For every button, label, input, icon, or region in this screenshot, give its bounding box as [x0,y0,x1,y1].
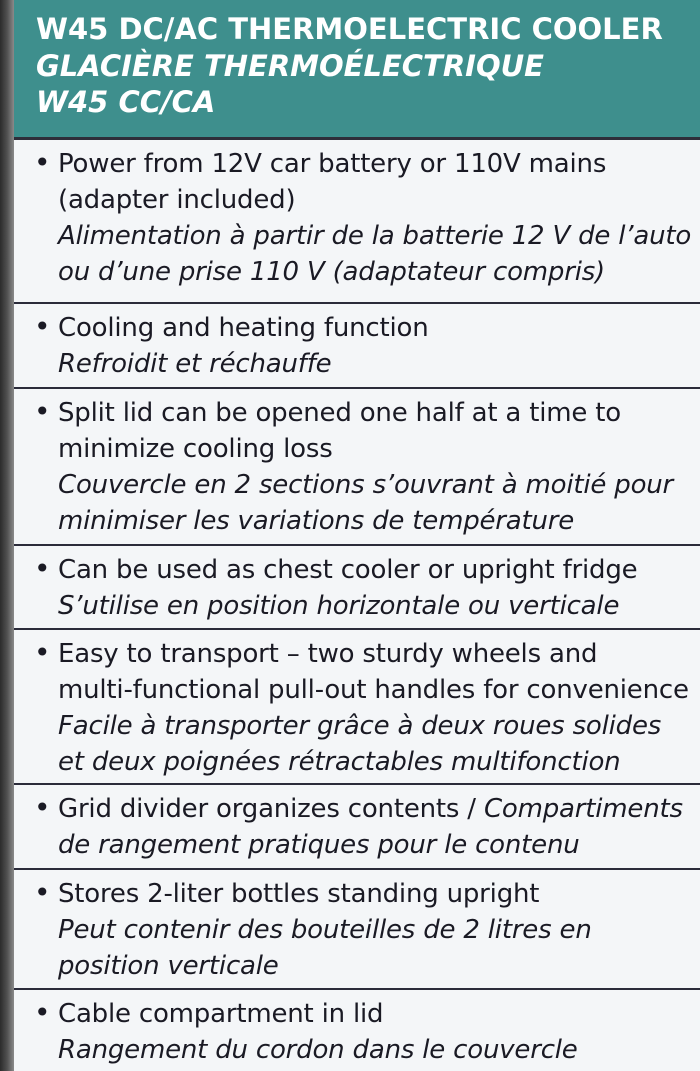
feature-item-orientation [14,546,700,630]
feature-fr-line: position verticale [58,951,279,981]
feature-fr-line: et deux poignées rétractables multifonction [58,747,621,777]
feature-list [14,140,700,1071]
feature-item-split-lid [14,389,700,546]
feature-en-text: Grid divider organizes contents / [58,794,484,824]
bullet-icon: • [34,395,51,428]
feature-item-bottles [14,870,700,990]
product-title-fr: GLACIÈRE THERMOÉLECTRIQUE [36,49,544,83]
feature-item-cooling [14,304,700,389]
feature-fr-line: Rangement du cordon dans le couvercle [58,1035,578,1065]
feature-fr-line: Facile à transporter grâce à deux roues solides [58,711,662,741]
feature-en-line: multi-functional pull-out handles for convenience [58,675,689,705]
feature-en-line: Stores 2-liter bottles standing upright [58,879,540,909]
bullet-icon: • [34,552,51,585]
feature-fr-line: S’utilise en position horizontale ou verticale [58,591,620,621]
feature-en-line: Easy to transport – two sturdy wheels and [58,639,598,669]
feature-en-line: Can be used as chest cooler or upright fridge [58,555,638,585]
bullet-icon: • [34,876,51,909]
feature-item-grid-divider [14,785,700,870]
feature-fr-line: minimiser les variations de température [58,506,575,536]
bullet-icon: • [34,996,51,1029]
feature-fr-line: Couvercle en 2 sections s’ouvrant à moitié pour [58,470,674,500]
feature-en-line: Split lid can be opened one half at a time to [58,398,621,428]
bullet-icon: • [34,791,51,824]
feature-en-line: Power from 12V car battery or 110V mains [58,149,607,179]
feature-mixed-line [58,791,696,827]
feature-en-line: Cable compartment in lid [58,999,384,1029]
feature-fr-line: de rangement pratiques pour le contenu [58,830,580,860]
feature-item-transport [14,630,700,785]
product-title-en: W45 DC/AC THERMOELECTRIC COOLER [36,12,663,46]
feature-fr-line: Peut contenir des bouteilles de 2 litres en [58,915,592,945]
bullet-icon: • [34,310,51,343]
feature-item-power [14,140,700,304]
feature-item-cable [14,990,700,1071]
product-model-fr: W45 CC/CA [36,85,216,119]
page-edge-shadow [0,0,14,1071]
bullet-icon: • [34,146,51,179]
feature-fr-inline-text: Compartiments [483,794,683,824]
feature-en-line: Cooling and heating function [58,313,429,343]
feature-fr-line: Alimentation à partir de la batterie 12 V de l’auto [58,221,692,251]
product-header [14,0,700,140]
feature-en-line: minimize cooling loss [58,434,333,464]
feature-en-line: (adapter included) [58,185,296,215]
bullet-icon: • [34,636,51,669]
feature-fr-line: ou d’une prise 110 V (adaptateur compris) [58,257,606,287]
feature-fr-line: Refroidit et réchauffe [58,349,332,379]
